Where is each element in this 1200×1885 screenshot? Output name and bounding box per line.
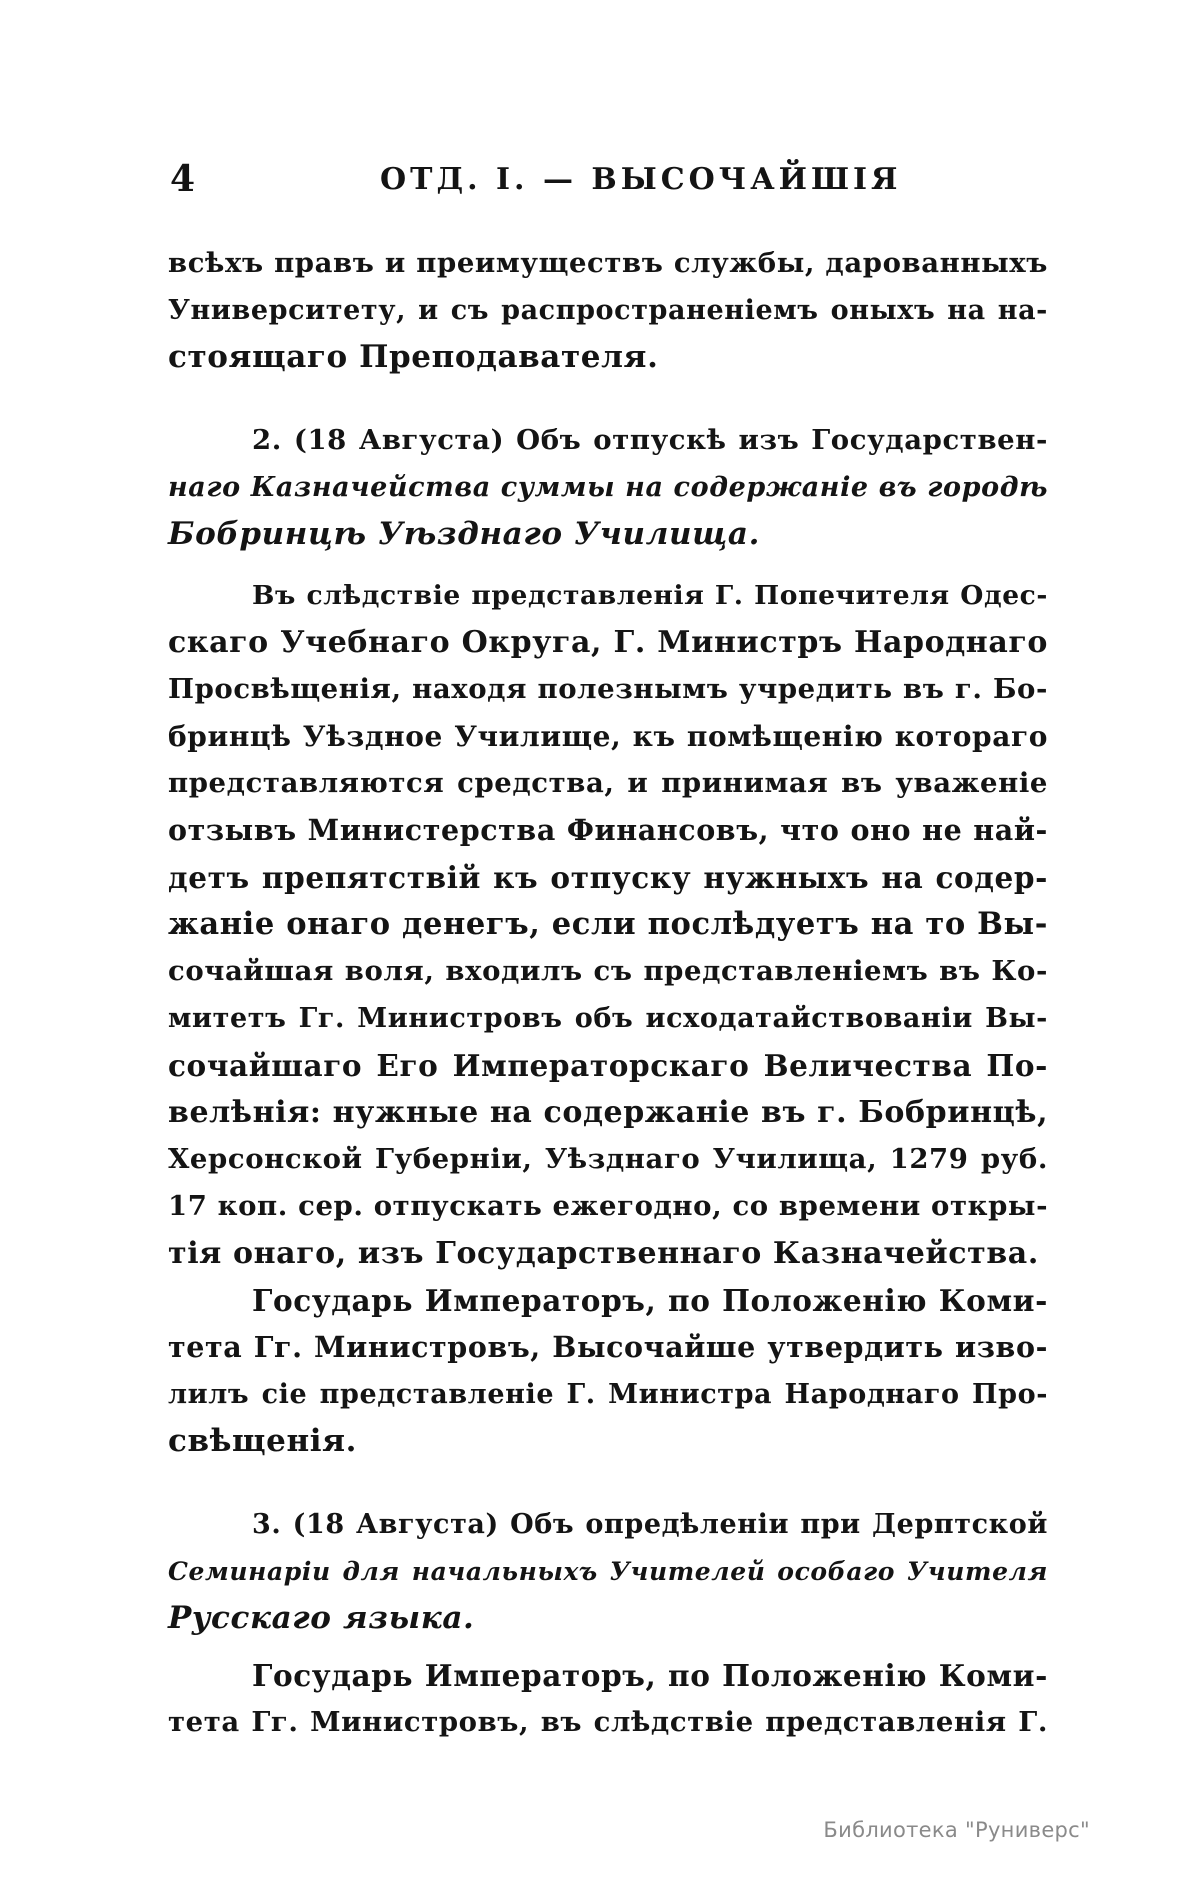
running-head: ОТД. I. — ВЫСОЧАЙШІЯ [380,162,902,197]
text-line: 17 коп. сер. отпускать ежегодно, со времени откры- [168,1190,1049,1222]
text-line: сочайшая воля, входилъ съ представленіемъ въ Ко- [168,955,1048,987]
text-line: бринцѣ Уѣздное Училище, къ помѣщенію котораго [168,720,1048,753]
text-line: стоящаго Преподавателя. [168,339,659,375]
decree-body-3 [168,1652,1048,1746]
decree-heading-3 [168,1501,1048,1642]
heading-line: наго Казначейства суммы на содержаніе въ городѣ [168,472,1049,503]
text-line: Просвѣщенія, находя полезнымъ учредить въ г. Бо- [168,673,1048,705]
text-line: митетъ Гг. Министровъ объ исходатайствованіи Вы- [168,1003,1048,1034]
text-line: жаніе онаго денегъ, если послѣдуетъ на то Вы- [168,906,1048,942]
page-number: 4 [170,158,196,200]
page-body [168,240,1048,1746]
text-line: Университету, и съ распространеніемъ оныхъ на на- [168,295,1048,326]
heading-line: 3. (18 Августа) Объ опредѣленіи при Дерптской [252,1509,1048,1540]
heading-line: Семинаріи для начальныхъ Учителей особаго Учителя [168,1557,1048,1586]
text-line: тета Гг. Министровъ, въ слѣдствіе представленія Г. [168,1706,1048,1738]
heading-line: Бобринцѣ Уѣзднаго Училища. [168,516,760,552]
text-line: отзывъ Министерства Финансовъ, что оно не най- [168,813,1048,847]
heading-line: Русскаго языка. [168,1600,475,1636]
paragraph-continuation [168,240,1048,381]
library-watermark: Библиотека "Руниверс" [823,1818,1090,1842]
text-line: свѣщенія. [168,1423,358,1459]
text-line: сочайшаго Его Императорскаго Величества По- [168,1048,1048,1083]
heading-line: 2. (18 Августа) Объ отпускѣ изъ Государствен- [252,424,1048,456]
text-line: велѣнія: нужные на содержаніе въ г. Бобринцѣ, [168,1095,1049,1130]
decree-heading-2 [168,417,1048,558]
text-line: представляются средства, и принимая въ уваженіе [168,767,1048,799]
text-line: детъ препятствій къ отпуску нужныхъ на содер- [168,860,1048,895]
text-line: всѣхъ правъ и преимуществъ службы, дарованныхъ [168,247,1048,279]
text-line: Херсонской Губерніи, Уѣзднаго Училища, 1279 руб. [168,1143,1048,1175]
approval-paragraph-2 [168,1277,1048,1465]
text-line: скаго Учебнаго Округа, Г. Министръ Народнаго [168,625,1048,660]
decree-body-2 [168,572,1048,1277]
text-line: тія онаго, изъ Государственнаго Казначейства. [168,1236,1039,1271]
text-line: Государь Императоръ, по Положенію Коми- [252,1283,1048,1318]
page-header [168,158,1048,218]
text-line: Государь Императоръ, по Положенію Коми- [252,1658,1048,1693]
text-line: лилъ сіе представленіе Г. Министра Народнаго Про- [168,1379,1048,1410]
text-line: Въ слѣдствіе представленія Г. Попечителя Одес- [252,580,1048,611]
text-line: тета Гг. Министровъ, Высочайше утвердить изво- [168,1330,1048,1364]
